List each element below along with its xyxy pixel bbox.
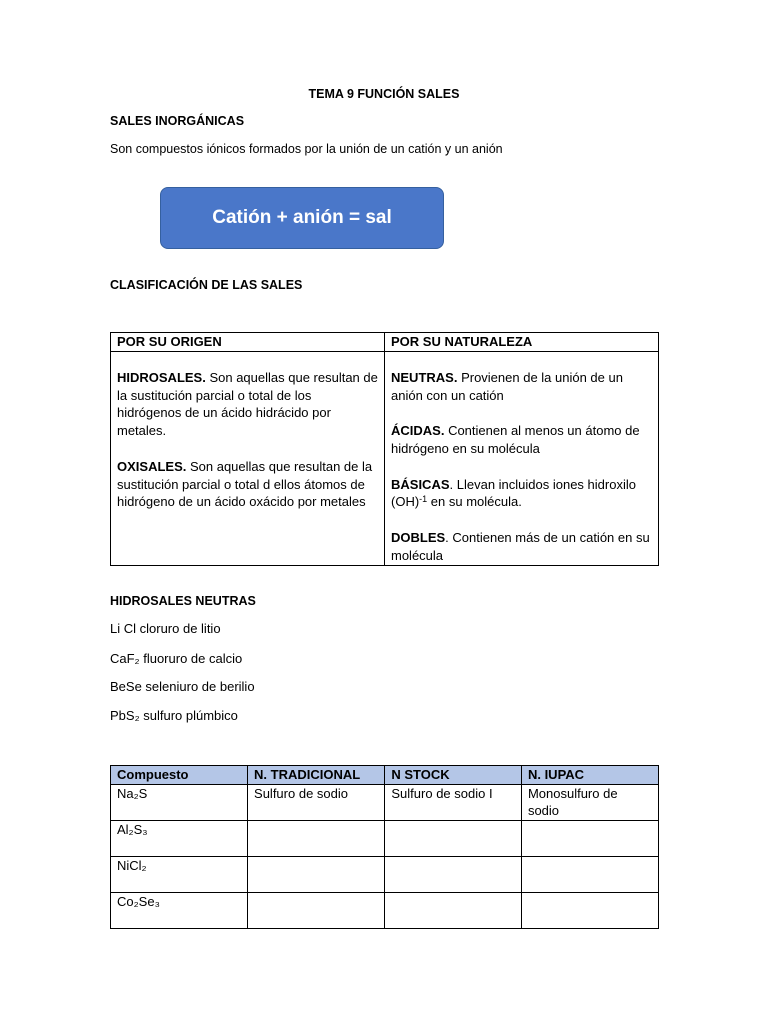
table-row [111,857,659,893]
table-row [111,821,659,857]
header-iupac: N. IUPAC [521,766,658,785]
cell-stock [385,857,522,893]
nature-neutras: NEUTRAS. Provienen de la unión de un anión con un catión [391,369,623,403]
cell-compound: Co₂Se₃ [111,893,248,929]
header-origin: POR SU ORIGEN [111,333,385,352]
classification-body-row [111,351,659,565]
cell-iupac: Monosulfuro de sodio [521,785,658,821]
cell-stock [385,893,522,929]
origin-cell [111,351,385,565]
formula-box: Catión + anión = sal [160,187,444,249]
cell-tradicional [248,821,385,857]
nature-dobles: DOBLES. Contienen más de un catión en su molécula [391,529,650,563]
naming-header-row [111,766,659,785]
classification-heading: CLASIFICACIÓN DE LAS SALES [110,278,303,292]
classification-header-row [111,333,659,352]
cell-compound: Na₂S [111,785,248,821]
header-tradicional: N. TRADICIONAL [248,766,385,785]
cell-iupac [521,821,658,857]
cell-iupac [521,857,658,893]
header-nature: POR SU NATURALEZA [385,333,659,352]
cell-tradicional: Sulfuro de sodio [248,785,385,821]
neutral-example: CaF₂ fluoruro de calcio [110,651,243,666]
section-heading-inorganic: SALES INORGÁNICAS [110,114,245,128]
cell-stock: Sulfuro de sodio I [385,785,522,821]
cell-iupac [521,893,658,929]
neutral-example: PbS₂ sulfuro plúmbico [110,708,238,723]
table-row [111,785,659,821]
nature-cell [385,351,659,565]
table-row [111,893,659,929]
page-title: TEMA 9 FUNCIÓN SALES [308,87,460,101]
classification-table [110,332,659,566]
neutral-example: BeSe seleniuro de berilio [110,679,255,694]
cell-compound: NiCl₂ [111,857,248,893]
neutral-example: Li Cl cloruro de litio [110,621,221,636]
nature-acidas: ÁCIDAS. Contienen al menos un átomo de hidrógeno en su molécula [391,423,640,456]
neutral-heading: HIDROSALES NEUTRAS [110,594,256,608]
definition-text: Son compuestos iónicos formados por la unión de un catión y un anión [110,142,503,156]
origin-oxisales: OXISALES. Son aquellas que resultan de la sustitución parcial o total d ellos átomos de hidrógeno de un ácido oxácido por metales [117,458,373,510]
cell-tradicional [248,893,385,929]
naming-table [110,765,659,929]
nature-basicas: BÁSICAS. Llevan incluidos iones hidroxilo (OH)$^{-1}$ en su molécula. [391,476,636,510]
header-stock: N STOCK [385,766,522,785]
cell-compound: Al₂S₃ [111,821,248,857]
origin-hidrosales: HIDROSALES. Son aquellas que resultan de la sustitución parcial o total de los hidrógenos de un ácido hidrácido por metales. [117,369,378,439]
header-compuesto: Compuesto [111,766,248,785]
cell-stock [385,821,522,857]
cell-tradicional [248,857,385,893]
